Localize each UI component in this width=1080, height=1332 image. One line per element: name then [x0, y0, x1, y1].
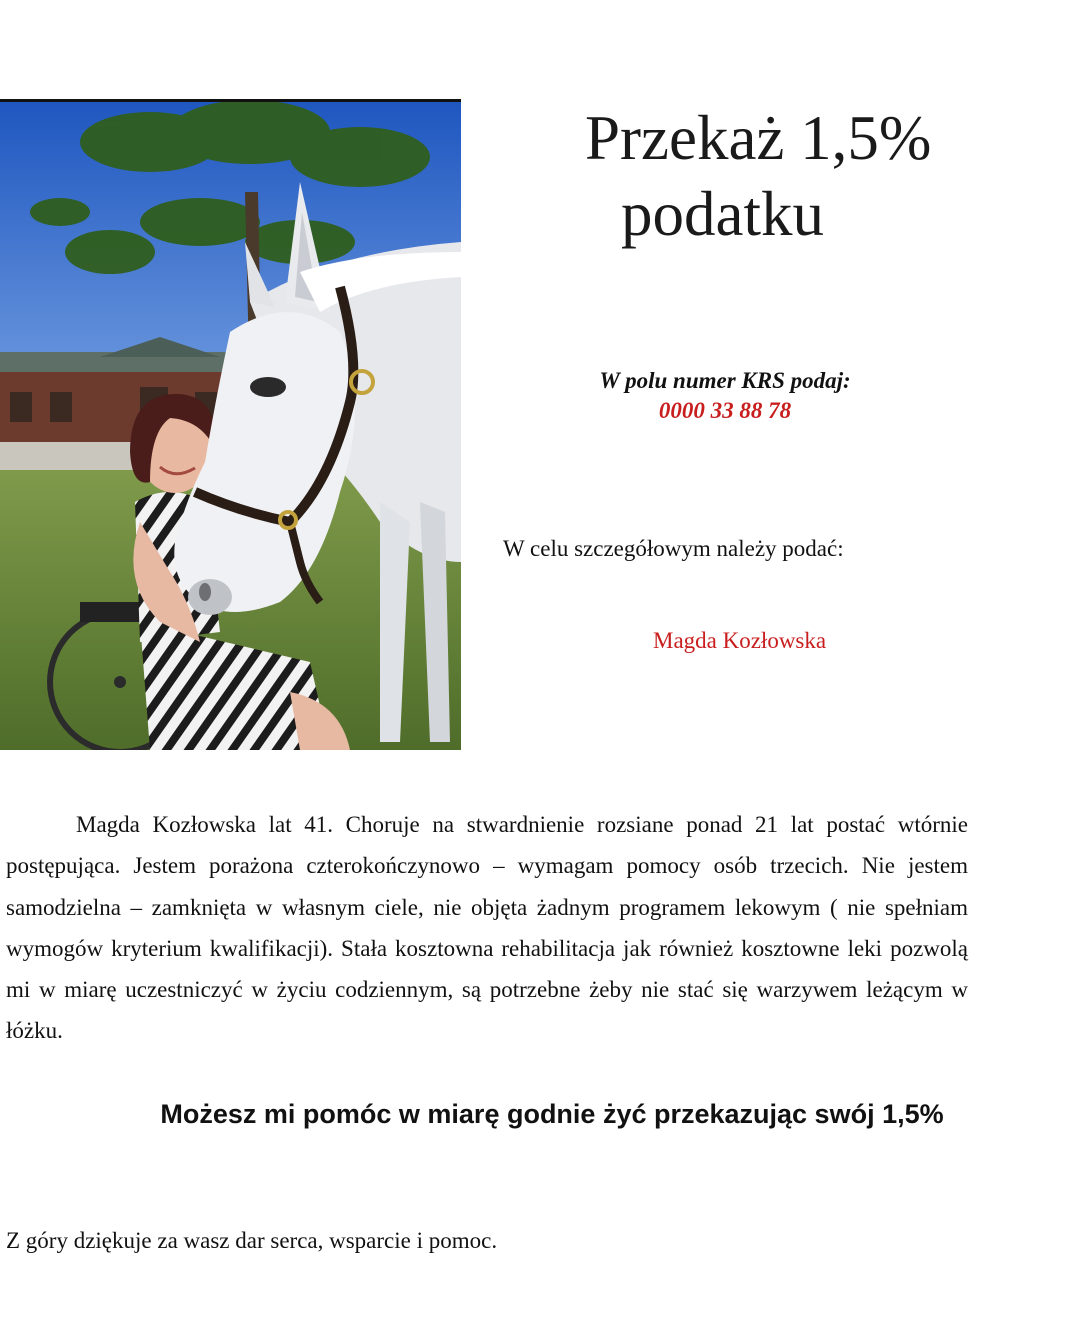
- headline-line-1: Przekaż 1,5%: [585, 103, 932, 173]
- photo-illustration: [0, 102, 461, 750]
- thanks-line: Z góry dziękuje za wasz dar serca, wsparcie i pomoc.: [6, 1228, 498, 1253]
- photo-woman-with-horse: [0, 99, 461, 750]
- bio-paragraph: Magda Kozłowska lat 41. Choruje na stwardnienie rozsiane ponad 21 lat postać wtórnie postępująca. Jestem porażona czterokończynowo – wymagam pomocy osób trzecich. Nie jestem samodzielna – zamknięta w własnym ciele, nie objęta żadnym programem lekowym ( nie spełniam wymogów kryterium kwalifikacji). Stała kosztowna rehabilitacja jak również kosztowne leki pozwolą mi w miarę uczestniczyć w życiu codziennym, są potrzebne żeby nie stać się warzywem leżącym w łóżku.: [6, 812, 968, 1044]
- appeal-heading: Możesz mi pomóc w miarę godnie żyć przekazując swój 1,5%: [160, 1099, 944, 1129]
- detail-purpose-label: W celu szczegółowym należy podać:: [503, 536, 844, 561]
- detail-purpose-value: Magda Kozłowska: [653, 628, 827, 653]
- krs-number: 0000 33 88 78: [658, 398, 792, 423]
- headline: [540, 100, 980, 252]
- headline-line-2: podatku: [621, 179, 824, 249]
- krs-label: W polu numer KRS podaj:: [599, 368, 851, 393]
